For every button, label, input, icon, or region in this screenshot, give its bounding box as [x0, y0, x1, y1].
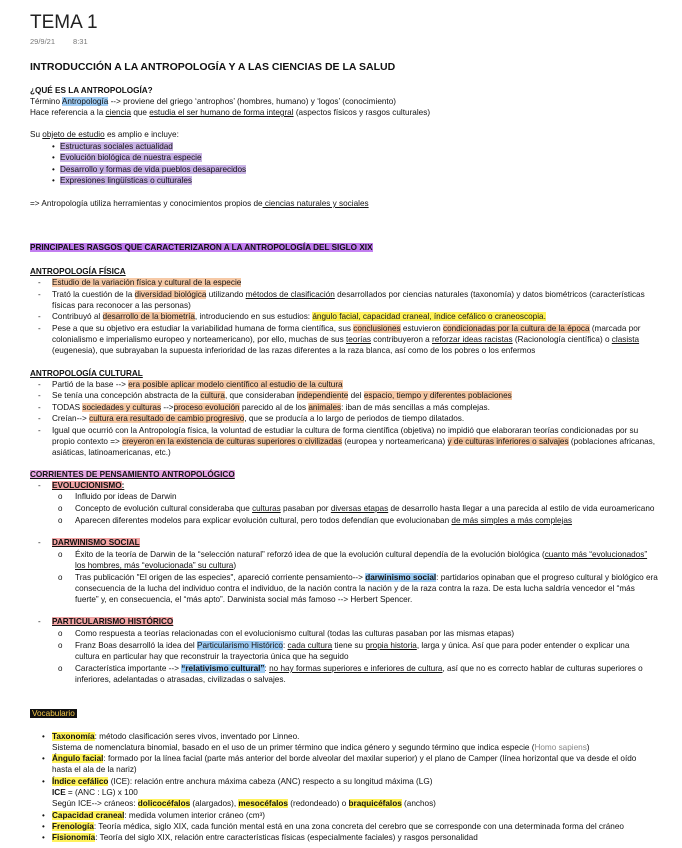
text-line: cultura en particular hay que reconstruir la trayectoria única que ha seguido — [75, 652, 349, 661]
vocabulary-title: Vocabulario — [32, 709, 75, 718]
text-line: Su objeto de estudio es amplio e incluye: — [30, 130, 179, 139]
bullet-icon: • — [42, 754, 45, 763]
text-line: Sistema de nomenclatura binomial, basado en el uso de un primer término que indica género y segundo término que indica especie (Homo sapiens) — [52, 743, 590, 752]
dash-icon: - — [38, 414, 41, 423]
text-line: ICE = (ANC : LG) x 100 — [52, 788, 138, 797]
note-time: 8:31 — [73, 37, 88, 46]
text-line: (eugenesia), que subrayaban la supuesta inferioridad de las razas diferentes a la raza blanca, así como de los pobres o los enfermos — [52, 346, 536, 355]
list-item: Tras publicación "El origen de las especies", apareció corriente pensamiento--> darwinismo social: partidarios opinaban que el progreso cultural y biológico era — [75, 573, 658, 582]
subsection-darwinismo: DARWINISMO SOCIAL — [52, 538, 140, 547]
bullet-icon: • — [42, 811, 45, 820]
list-item: Igual que ocurrió con la Antropología física, la voluntad de estudiar la cultura de forma científica (objetiva) no impidió que elaboraran teorías condicionadas por su — [52, 426, 639, 435]
page-meta — [30, 37, 106, 46]
dash-icon: - — [38, 278, 41, 287]
page-title: TEMA 1 — [30, 12, 98, 33]
section-corrientes-title: CORRIENTES DE PENSAMIENTO ANTROPOLÓGICO — [30, 470, 235, 479]
circle-bullet-icon: o — [58, 629, 63, 638]
section-question-title: ¿QUÉ ES LA ANTROPOLOGÍA? — [30, 86, 153, 95]
text-line: propio contexto => creyeron en la existencia de culturas superiores o civilizadas (europea y norteamericana) y de culturas inferiores o salvajes (poblaciones africanas, — [52, 437, 656, 446]
list-item: Partió de la base --> era posible aplicar modelo científico al estudio de la cultura — [52, 380, 343, 389]
dash-icon: - — [38, 617, 41, 626]
list-item: Característica importante --> “relativismo cultural”: no hay formas superiores e inferiores de cultura, así que no es correcto hablar de culturas superiores o — [75, 664, 643, 673]
bullet-icon: • — [52, 153, 55, 162]
dash-icon: - — [38, 391, 41, 400]
text-line: los hombres, más “evolucionada” su cultura) — [75, 561, 237, 570]
list-item: Estudio de la variación física y cultural de la especie — [52, 278, 242, 287]
bullet-icon: • — [42, 833, 45, 842]
text-line: hasta el ala de la nariz) — [52, 765, 137, 774]
text-line: Hace referencia a la ciencia que estudia el ser humano de forma integral (aspectos físicos y rasgos culturales) — [30, 108, 431, 117]
list-item: Estructuras sociales actualidad — [60, 142, 173, 151]
vocab-item: Frenología: Teoría médica, siglo XIX, cada función mental está en una zona concreta del cerebro que se corresponde con una determinada forma del cráneo — [52, 822, 624, 831]
list-item: Éxito de la teoría de Darwin de la “selección natural” reforzó idea de que la evolución cultural dependía de la evolución biológica (cuanto más “evolucionados” — [75, 550, 648, 559]
text-line: consecuencia de la lucha del individuo contra el individuo, de la nación contra la nación y de la raza contra la raza. De esta lucha saldría vencedor el “más — [75, 584, 635, 593]
dash-icon: - — [38, 426, 41, 435]
vocab-item: Índice cefálico (ICE): relación entre anchura máxima cabeza (ANC) respecto a su longitud máxima (LG) — [52, 777, 433, 786]
main-heading: INTRODUCCIÓN A LA ANTROPOLOGÍA Y A LAS CIENCIAS DE LA SALUD — [30, 61, 396, 73]
bullet-icon: • — [52, 165, 55, 174]
dash-icon: - — [38, 538, 41, 547]
list-item: Se tenía una concepción abstracta de la cultura, que consideraban independiente del espacio, tiempo y diferentes poblaciones — [52, 391, 512, 400]
vocab-item: Fisionomía: Teoría del siglo XIX, relación entre características físicas (especialmente faciales) y rasgos personalidad — [52, 833, 478, 842]
section-fisica-title: ANTROPOLOGÍA FÍSICA — [30, 267, 126, 276]
list-item: Concepto de evolución cultural consideraba que culturas pasaban por diversas etapas de desarrollo hasta llegar a una parecida al estilo de vida euroamericano — [75, 504, 655, 513]
circle-bullet-icon: o — [58, 550, 63, 559]
vocab-item: Ángulo facial: formado por la línea facial (parte más anterior del borde alveolar del maxilar superior) y el plano de Camper (línea horizontal que va desde el oído — [52, 754, 637, 763]
circle-bullet-icon: o — [58, 641, 63, 650]
dash-icon: - — [38, 380, 41, 389]
text-line: colonialismo e imperialismo europeo y norteamericano), por ello, muchas de sus teorías contribuyeron a reforzar ideas racistas (Racionología científica) o clasista — [52, 335, 640, 344]
circle-bullet-icon: o — [58, 504, 63, 513]
list-item: Como respuesta a teorías relacionadas con el evolucionismo cultural (todas las culturas pasaban por las mismas etapas) — [75, 629, 515, 638]
list-item: Desarrollo y formas de vida pueblos desaparecidos — [60, 165, 247, 174]
list-item: TODAS sociedades y culturas -->proceso evolución parecido al de los animales: iban de más sencillas a más complejas. — [52, 403, 490, 412]
list-item: Franz Boas desarrolló la idea del Particularismo Histórico: cada cultura tiene su propia historia, larga y única. Así que para poder entender o explicar una — [75, 641, 630, 650]
text-line: físicas para reconocer a las personas) — [52, 301, 191, 310]
list-item: Pese a que su objetivo era estudiar la variabilidad humana de forma científica, sus conclusiones estuvieron condicionadas por la cultura de la época (marcada por — [52, 324, 641, 333]
circle-bullet-icon: o — [58, 573, 63, 582]
dash-icon: - — [38, 481, 41, 490]
note-date: 29/9/21 — [30, 37, 56, 46]
bullet-icon: • — [42, 732, 45, 741]
bullet-icon: • — [42, 777, 45, 786]
bullet-icon: • — [42, 822, 45, 831]
section-rasgos-title: PRINCIPALES RASGOS QUE CARACTERIZARON A LA ANTROPOLOGÍA DEL SIGLO XIX — [30, 243, 373, 252]
text-line: Según ICE--> cráneos: dolicocéfalos (alargados), mesocéfalos (redondeado) o braquicéfalos (anchos) — [52, 799, 436, 808]
dash-icon: - — [38, 290, 41, 299]
section-cultural-title: ANTROPOLOGÍA CULTURAL — [30, 369, 143, 378]
text-line: inferiores, adelantadas o atrasadas, civilizadas o salvajes. — [75, 675, 286, 684]
text-line: => Antropología utiliza herramientas y conocimientos propios de ciencias naturales y sociales — [30, 199, 369, 208]
subsection-evolucionismo: EVOLUCIONISMO: — [52, 481, 125, 490]
vocab-item: Taxonomía: método clasificación seres vivos, inventado por Linneo. — [52, 732, 300, 741]
text-line: fuerte” y, en consecuencia, el “más apto”. Darwinista social más famoso --> Herbert Spencer. — [75, 595, 413, 604]
text-line: asiáticas, latinoamericanas, etc.) — [52, 448, 171, 457]
list-item: Expresiones lingüísticas o culturales — [60, 176, 192, 185]
dash-icon: - — [38, 312, 41, 321]
list-item: Creían--> cultura era resultado de cambio progresivo, que se producía a lo largo de periodos de tiempo dilatados. — [52, 414, 465, 423]
list-item: Aparecen diferentes modelos para explicar evolución cultural, pero todos defendían que evolucionaban de más simples a más complejas — [75, 516, 573, 525]
list-item: Influido por ideas de Darwin — [75, 492, 177, 501]
subsection-particularismo: PARTICULARISMO HISTÓRICO — [52, 617, 174, 626]
list-item: Contribuyó al desarrollo de la biometría, introduciendo en sus estudios: ángulo facial, capacidad craneal, índice cefálico o craneoscopia. — [52, 312, 546, 321]
list-item: Trató la cuestión de la diversidad biológica utilizando métodos de clasificación desarrollados por ciencias naturales (taxonomía) y datos biométricos (características — [52, 290, 645, 299]
bullet-icon: • — [52, 142, 55, 151]
list-item: Evolución biológica de nuestra especie — [60, 153, 202, 162]
vocab-item: Capacidad craneal: medida volumen interior cráneo (cm³) — [52, 811, 265, 820]
dash-icon: - — [38, 403, 41, 412]
circle-bullet-icon: o — [58, 516, 63, 525]
circle-bullet-icon: o — [58, 664, 63, 673]
bullet-icon: • — [52, 176, 55, 185]
dash-icon: - — [38, 324, 41, 333]
circle-bullet-icon: o — [58, 492, 63, 501]
text-line: Término Antropología --> proviene del griego ‘antrophos’ (hombres, humano) y ‘logos’ (conocimiento) — [30, 97, 396, 106]
